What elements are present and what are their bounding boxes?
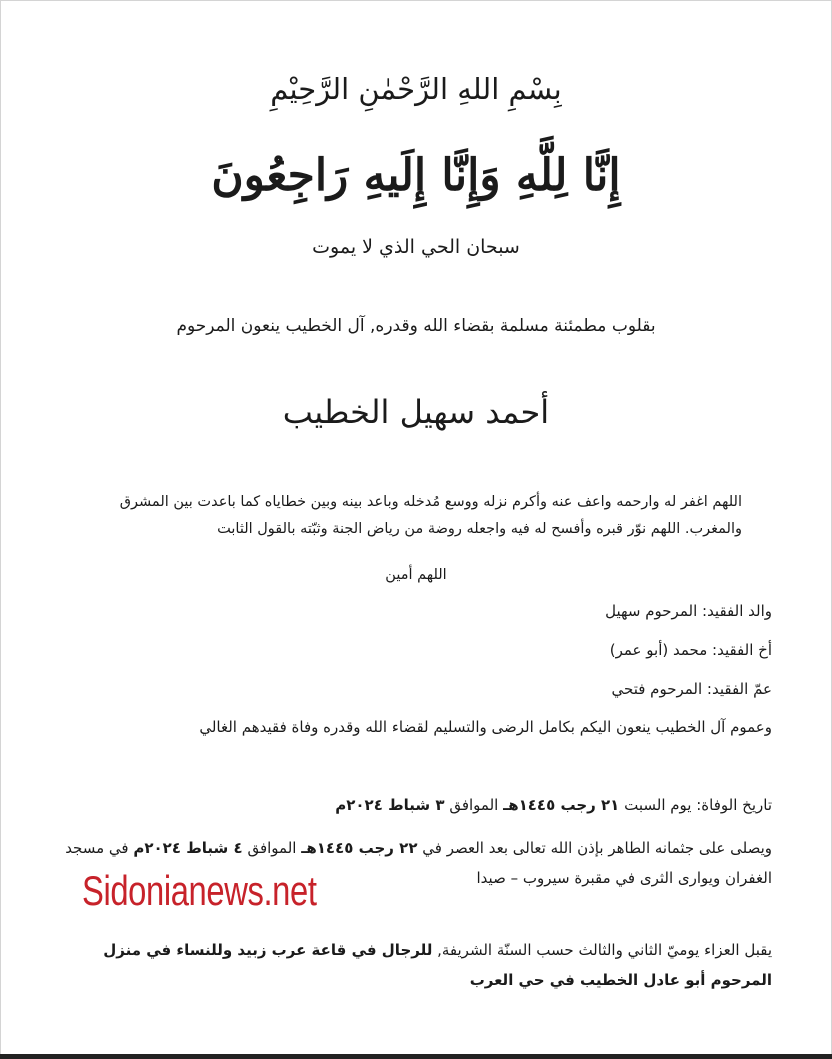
death-date-hijri: ٢١ رجب ١٤٤٥هـ	[503, 796, 620, 814]
funeral-hijri: ٢٢ رجب ١٤٤٥هـ	[301, 839, 418, 857]
uncle-line: عمّ الفقيد: المرحوم فتحي	[611, 680, 772, 698]
death-date-middle: الموافق	[444, 796, 504, 814]
prayer-paragraph: اللهم اغفر له وارحمه واعف عنه وأكرم نزله ووسع مُدخله وباعد بينه وبين خطاياه كما باعدت بين المشرق والمغرب. اللهم نوّر قبره وأفسح له فيه واجعله روضة من رياض الجنة وثبّته بالقول الثابت	[119, 494, 742, 537]
bottom-bar	[0, 1054, 832, 1059]
quran-verse: إِنَّا لِلَّهِ وَإِنَّا إِلَيهِ رَاجِعُونَ	[211, 150, 621, 201]
funeral-gregorian: ٤ شباط ٢٠٢٤م	[133, 839, 243, 857]
announcement: بقلوب مطمئنة مسلمة بقضاء الله وقدره, آل الخطيب ينعون المرحوم	[176, 316, 656, 336]
death-date-gregorian: ٣ شباط ٢٠٢٤م	[335, 796, 445, 814]
brother-line: أخ الفقيد: محمد (أبو عمر)	[609, 641, 772, 659]
condolences-paragraph	[50, 935, 772, 995]
death-date-label: تاريخ الوفاة: يوم السبت	[619, 796, 772, 814]
deceased-name: أحمد سهيل الخطيب	[282, 393, 550, 431]
father-line: والد الفقيد: المرحوم سهيل	[605, 602, 772, 620]
funeral-text: ويصلى على جثمانه الطاهر بإذن الله تعالى بعد العصر في	[417, 839, 772, 857]
family-line: وعموم آل الخطيب ينعون اليكم بكامل الرضى والتسليم لقضاء الله وقدره وفاة فقيدهم الغالي	[199, 718, 772, 736]
funeral-middle: الموافق	[242, 839, 302, 857]
condolences-venues: للرجال في قاعة عرب زبيد وللنساء في منزل المرحوم أبو عادل الخطيب في حي العرب	[103, 941, 772, 989]
subhan-line: سبحان الحي الذي لا يموت	[312, 236, 520, 258]
funeral-place: في مسجد الغفران ويوارى الثرى في مقبرة سيروب – صيدا	[65, 839, 772, 887]
watermark-logo: Sidonianews.net	[82, 867, 317, 914]
condolences-text: يقبل العزاء يوميّ الثاني والثالث حسب السنّة الشريفة,	[432, 941, 772, 959]
death-date	[335, 796, 772, 814]
amen-line: اللهم أمين	[385, 567, 447, 583]
basmala: بِسْمِ اللهِ الرَّحْمٰنِ الرَّحِيْمِ	[270, 72, 562, 106]
